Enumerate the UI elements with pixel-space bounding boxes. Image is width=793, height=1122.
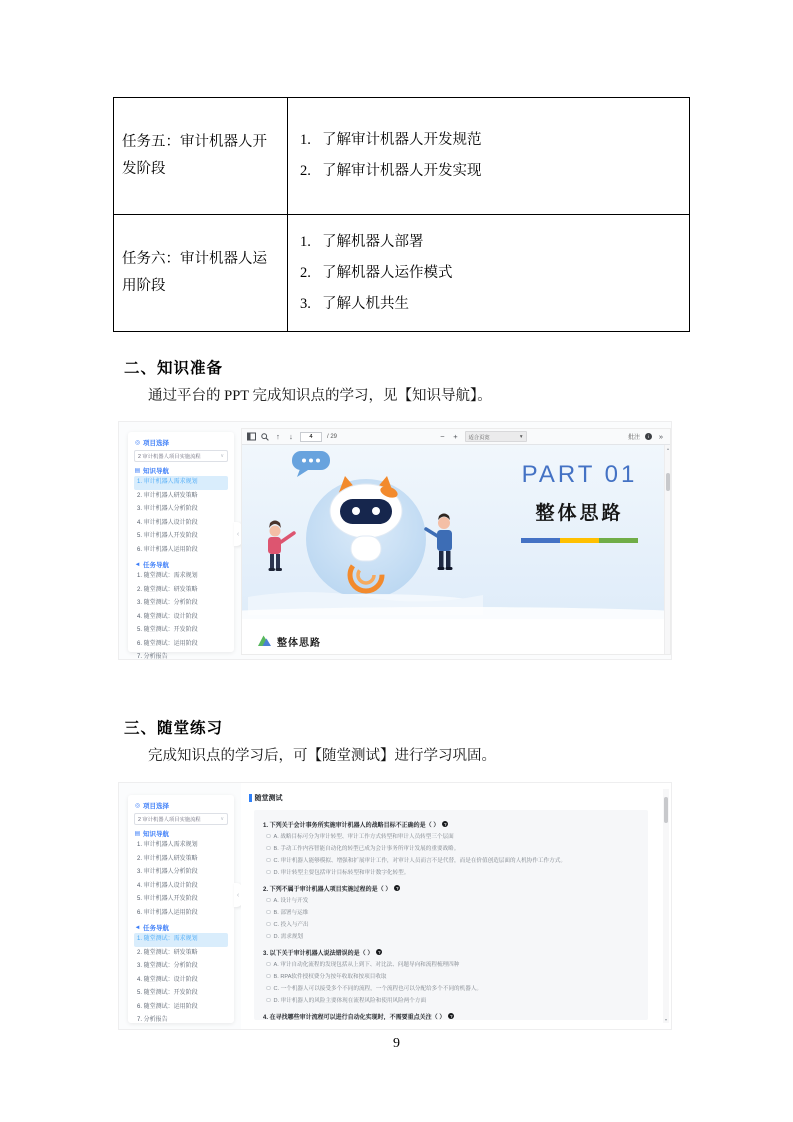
answer-option[interactable] <box>263 982 639 994</box>
section-body-practice: 完成知识点的学习后，可【随堂测试】进行学习巩固。 <box>148 748 496 764</box>
page-number: 9 <box>393 1036 400 1051</box>
scrollbar-thumb[interactable] <box>664 797 668 823</box>
quiz-header <box>249 793 283 803</box>
help-icon[interactable]: ? <box>444 821 447 827</box>
option-text: B. RPA软件授权费分为按年收取和按项目收取 <box>273 974 387 980</box>
objectives-cell <box>288 215 690 332</box>
radio-icon[interactable] <box>266 934 271 939</box>
info-icon[interactable]: i <box>645 433 652 440</box>
radio-icon[interactable] <box>266 898 271 903</box>
chevron-down-icon: ▾ <box>519 433 523 440</box>
task-nav-header <box>134 922 228 933</box>
header-accent-bar <box>249 794 252 802</box>
slide-ground-wave <box>242 607 664 619</box>
speech-bubble-icon <box>292 451 330 477</box>
sidebar-toggle-icon[interactable] <box>247 431 256 443</box>
sidebar-item-task-1[interactable]: 1. 随堂测试：需求规划 <box>134 933 228 947</box>
slide-title-block <box>497 461 662 543</box>
radio-icon[interactable] <box>266 846 271 851</box>
option-text: B. 手动工作内容智能自动化的转型已成为会计事务所审计发展的重要战略。 <box>273 846 460 852</box>
radio-icon[interactable] <box>266 998 271 1003</box>
answer-option[interactable] <box>263 958 639 970</box>
objectives-cell <box>288 98 690 215</box>
quiz-panel <box>254 810 648 1020</box>
knowledge-nav-label: 知识导航 <box>143 831 169 838</box>
objective-item <box>300 156 689 187</box>
objective-number: 3. <box>300 295 311 312</box>
task-cell <box>114 98 288 215</box>
section-heading-knowledge: 二、知识准备 <box>124 360 224 377</box>
objective-item <box>300 227 689 258</box>
project-select-header <box>134 437 228 448</box>
pdf-toolbar <box>242 429 670 445</box>
question-text: 1. 下列关于会计事务所实施审计机器人的战略目标不正确的是（ ） <box>263 822 440 829</box>
option-text: A. 战略目标可分为审计转型、审计工作方式转型和审计人员转型三个层面 <box>273 834 454 840</box>
radio-icon[interactable] <box>266 834 271 839</box>
accent-bar-segment <box>521 538 560 543</box>
answer-option[interactable] <box>263 994 639 1006</box>
project-dropdown[interactable] <box>134 813 228 825</box>
option-text: A. 设计与开发 <box>273 898 309 904</box>
sidebar-item-knowledge-2[interactable]: 2. 审计机器人研发策略 <box>137 855 198 862</box>
project-dropdown-value: 2 审计机器人项目实施流程 <box>138 817 201 823</box>
radio-icon[interactable] <box>266 922 271 927</box>
sidebar-item-knowledge-1[interactable]: 1. 审计机器人需求规划 <box>137 842 198 848</box>
annotate-button[interactable]: 批注 <box>627 435 640 441</box>
objective-text: 了解人机共生 <box>322 295 409 312</box>
next-slide-title: 整体思路 <box>277 638 321 649</box>
scrollbar-thumb[interactable] <box>666 473 670 491</box>
knowledge-nav-icon: ▤ <box>134 831 141 837</box>
task-nav-label: 任务导航 <box>143 925 169 932</box>
pdf-scrollbar[interactable] <box>664 445 670 654</box>
answer-option[interactable] <box>263 830 639 842</box>
project-dropdown[interactable] <box>134 450 228 462</box>
slide-logo-icon <box>257 634 272 647</box>
platform-sidebar <box>128 795 234 1023</box>
help-icon[interactable]: ? <box>378 949 381 955</box>
question-text: 4. 在寻找哪些审计流程可以进行自动化实现时，不需要重点关注（ ） <box>263 1014 446 1020</box>
objective-number: 2. <box>300 264 311 281</box>
slide-title: 整体思路 <box>535 503 624 524</box>
sidebar-item-knowledge-6[interactable]: 6. 审计机器人运用阶段 <box>137 909 198 916</box>
accent-bar-segment <box>599 538 638 543</box>
task-name: 任务五：审计机器人开发阶段 <box>122 134 267 177</box>
answer-option[interactable] <box>263 970 639 982</box>
pdf-viewer <box>241 428 671 655</box>
project-select-icon: ◎ <box>134 803 141 809</box>
project-select-label: 项目选择 <box>143 440 169 447</box>
option-text: D. 需求规划 <box>273 934 304 940</box>
quiz-title: 随堂测试 <box>254 795 283 802</box>
help-icon[interactable]: ? <box>450 1013 453 1019</box>
sidebar-item-task-5[interactable]: 5. 随堂测试：开发阶段 <box>137 627 198 633</box>
question <box>263 882 639 942</box>
answer-option[interactable] <box>263 866 639 878</box>
answer-option[interactable] <box>263 894 639 906</box>
knowledge-nav-header <box>134 465 228 476</box>
knowledge-nav-icon: ▤ <box>134 468 141 474</box>
sidebar-item-task-7[interactable]: 7. 分析报告 <box>137 654 168 660</box>
sidebar-item-knowledge-2[interactable]: 2. 审计机器人研发策略 <box>137 492 198 499</box>
option-text: B. 部署与运维 <box>273 910 309 916</box>
sidebar-item-task-1[interactable]: 1. 随堂测试：需求规划 <box>137 573 198 579</box>
next-slide-preview <box>242 623 664 654</box>
sidebar-item-task-2[interactable]: 2. 随堂测试：研发策略 <box>137 949 198 956</box>
radio-icon[interactable] <box>266 858 271 863</box>
radio-icon[interactable] <box>266 986 271 991</box>
knowledge-nav-header <box>134 828 228 839</box>
pdf-page-area <box>242 445 664 654</box>
sidebar-item-knowledge-4[interactable]: 4. 审计机器人设计阶段 <box>137 519 198 526</box>
project-select-icon: ◎ <box>134 440 141 446</box>
question <box>263 946 639 1006</box>
sidebar-item-knowledge-1[interactable]: 1. 审计机器人需求规划 <box>134 476 228 490</box>
task-name: 任务六：审计机器人运用阶段 <box>122 251 267 294</box>
zoom-select[interactable] <box>465 431 527 442</box>
option-text: C. 投入与产出 <box>273 922 309 928</box>
objective-number: 1. <box>300 132 311 148</box>
project-select-header <box>134 800 228 811</box>
sidebar-item-knowledge-6[interactable]: 6. 审计机器人运用阶段 <box>137 546 198 553</box>
answer-option[interactable] <box>263 842 639 854</box>
objective-item <box>300 289 689 320</box>
quiz-scrollbar[interactable] <box>663 789 669 1023</box>
option-text: C. 审计机器人能够模拟、增强和扩展审计工作，对审计人员而言不是代替，而是在价值创造层面的人机协作工作方式。 <box>273 858 566 864</box>
zoom-out-icon[interactable]: − <box>440 432 445 441</box>
task-nav-icon: ◄ <box>134 561 141 568</box>
quiz-main <box>241 783 671 1029</box>
table-row <box>114 215 690 332</box>
sidebar-item-task-4[interactable]: 4. 随堂测试：设计阶段 <box>137 976 198 983</box>
page-number-input[interactable] <box>300 432 322 442</box>
project-dropdown-value: 2 审计机器人项目实施流程 <box>138 454 201 460</box>
sidebar-item-task-5[interactable]: 5. 随堂测试：开发阶段 <box>137 990 198 996</box>
sidebar-item-task-4[interactable]: 4. 随堂测试：设计阶段 <box>137 613 198 620</box>
objective-text: 了解审计机器人开发实现 <box>322 163 482 179</box>
objective-text: 了解机器人运作模式 <box>322 264 453 281</box>
answer-option[interactable] <box>263 906 639 918</box>
sidebar-collapse-handle[interactable]: ‹ <box>234 883 242 907</box>
knowledge-nav-label: 知识导航 <box>143 468 169 475</box>
search-icon[interactable] <box>261 431 269 443</box>
question-text: 3. 以下关于审计机器人说法错误的是（ ） <box>263 950 374 957</box>
sidebar-item-task-3[interactable]: 3. 随堂测试：分析阶段 <box>137 963 198 969</box>
task-nav-header <box>134 559 228 570</box>
section-body-knowledge: 通过平台的 PPT 完成知识点的学习，见【知识导航】。 <box>148 388 492 404</box>
platform-sidebar <box>128 432 234 660</box>
sidebar-item-knowledge-4[interactable]: 4. 审计机器人设计阶段 <box>137 882 198 889</box>
screenshot-quiz-platform <box>118 782 672 1030</box>
option-text: D. 审计转型主要包括审计目标转型和审计数字化转型。 <box>273 870 410 876</box>
objective-number: 2. <box>300 163 311 179</box>
radio-icon[interactable] <box>266 870 271 875</box>
sidebar-item-task-6[interactable]: 6. 随堂测试：运用阶段 <box>137 640 198 647</box>
sidebar-item-task-7[interactable]: 7. 分析报告 <box>137 1017 168 1023</box>
section-heading-practice: 三、随堂练习 <box>124 720 224 737</box>
more-tools-icon[interactable]: » <box>658 432 664 441</box>
zoom-in-icon[interactable]: + <box>453 432 458 441</box>
sidebar-item-knowledge-3[interactable]: 3. 审计机器人分析阶段 <box>137 506 198 512</box>
question <box>263 818 639 878</box>
radio-icon[interactable] <box>266 974 271 979</box>
option-text: D. 审计机器人的风险主要体现在流程风险和使用风险两个方面 <box>273 998 427 1004</box>
page-total-label: / 29 <box>327 433 338 440</box>
task-nav-label: 任务导航 <box>143 562 169 569</box>
project-select-label: 项目选择 <box>143 803 169 810</box>
screenshot-knowledge-platform <box>118 421 672 660</box>
radio-icon[interactable] <box>266 910 271 915</box>
answer-option[interactable] <box>263 930 639 942</box>
objective-text: 了解审计机器人开发规范 <box>322 132 482 148</box>
help-icon[interactable]: ? <box>396 885 399 891</box>
objective-text: 了解机器人部署 <box>322 233 424 250</box>
sidebar-item-task-6[interactable]: 6. 随堂测试：运用阶段 <box>137 1003 198 1010</box>
page-up-icon[interactable]: ↑ <box>276 432 280 441</box>
accent-bar-segment <box>560 538 599 543</box>
page-down-icon[interactable]: ↓ <box>289 432 293 441</box>
objective-item <box>300 125 689 156</box>
option-text: C. 一个机器人可以接受多个不同的流程，一个流程也可以分配给多个不同的机器人。 <box>273 986 483 992</box>
radio-icon[interactable] <box>266 962 271 967</box>
objectives-table <box>113 97 690 332</box>
sidebar-item-knowledge-5[interactable]: 5. 审计机器人开发阶段 <box>137 896 198 902</box>
question-text: 2. 下列不属于审计机器人项目实施过程的是（ ） <box>263 886 392 893</box>
person-left <box>268 521 294 572</box>
sidebar-item-knowledge-5[interactable]: 5. 审计机器人开发阶段 <box>137 533 198 539</box>
answer-option[interactable] <box>263 854 639 866</box>
slide-part-label: PART 01 <box>521 461 638 488</box>
slide-page <box>242 445 664 619</box>
task-cell <box>114 215 288 332</box>
zoom-select-value: 适合页宽 <box>468 434 490 441</box>
scroll-up-icon[interactable]: ▴ <box>666 446 669 451</box>
person-right <box>426 514 453 571</box>
sidebar-item-task-3[interactable]: 3. 随堂测试：分析阶段 <box>137 600 198 606</box>
scroll-down-icon[interactable]: ▾ <box>664 1017 667 1022</box>
sidebar-collapse-handle[interactable]: ‹ <box>234 522 242 546</box>
chevron-down-icon: ∨ <box>220 453 224 459</box>
answer-option[interactable] <box>263 918 639 930</box>
objective-number: 1. <box>300 233 311 250</box>
sidebar-item-task-2[interactable]: 2. 随堂测试：研发策略 <box>137 586 198 593</box>
accent-bar <box>521 538 639 543</box>
sidebar-item-knowledge-3[interactable]: 3. 审计机器人分析阶段 <box>137 869 198 875</box>
objective-item <box>300 258 689 289</box>
question <box>263 1010 639 1020</box>
chevron-down-icon: ∨ <box>220 816 224 822</box>
slide-illustration <box>248 447 483 615</box>
task-nav-icon: ◄ <box>134 924 141 931</box>
option-text: A. 审计自动化流程的发现包括从上到下、对比法、问题导向和流程梳理四种 <box>273 962 460 968</box>
table-row <box>114 98 690 215</box>
